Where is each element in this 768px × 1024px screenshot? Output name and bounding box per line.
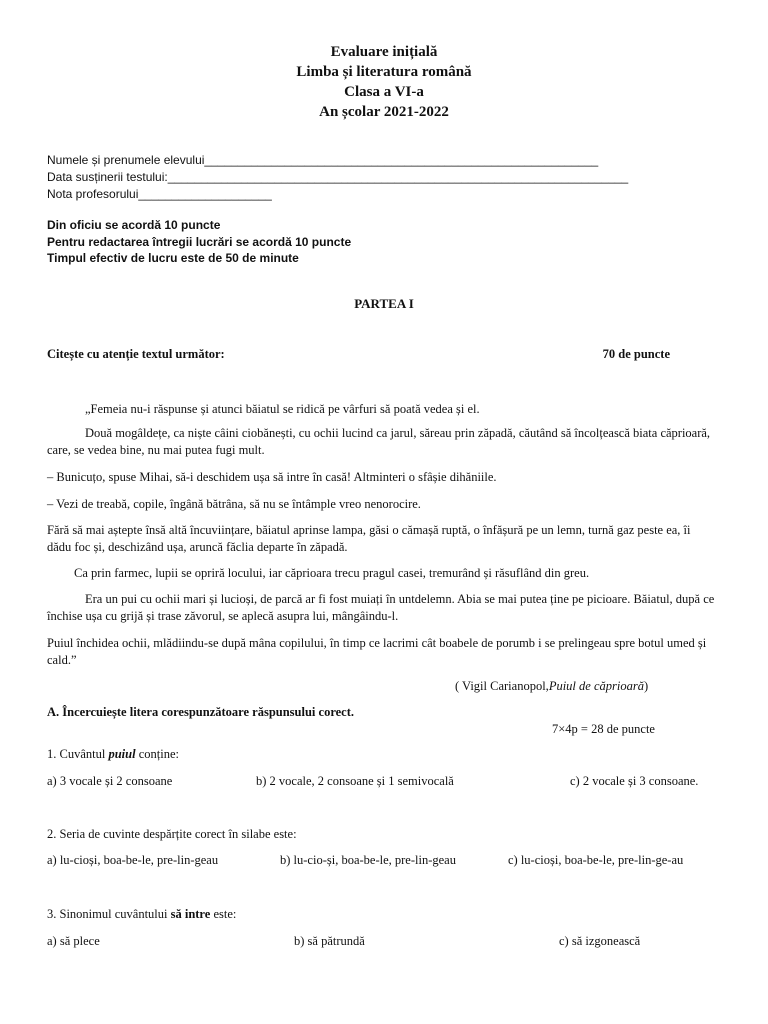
question-2-option-a: a) lu-cioși, boa-be-le, pre-lin-geau	[47, 853, 219, 867]
question-1-word: puiul	[108, 747, 136, 761]
source-open: ( Vigil Carianopol,	[455, 679, 549, 693]
header-subject: Limba și literatura română	[296, 64, 472, 80]
text-source	[455, 678, 648, 695]
question-2-option-c: c) lu-cioși, boa-be-le, pre-lin-ge-au	[508, 853, 684, 867]
question-1-pre: 1. Cuvântul	[47, 747, 109, 761]
question-1-option-a: a) 3 vocale și 2 consoane	[47, 774, 173, 788]
question-2: 2. Seria de cuvinte despărțite corect în silabe este:	[47, 827, 297, 841]
text-paragraph-7: Era un pui cu ochii mari și lucioși, de parcă ar fi fost muiați în untdelemn. Abia se mai putea ține pe picioare. Băiatul, după ce închise ușa cu grijă și trase zăvorul, se aplecă asupra lui, mângâindu-l.	[47, 592, 715, 623]
header-school-year: An școlar 2021-2022	[319, 104, 449, 120]
teacher-grade-field: Nota profesorului____________________	[47, 187, 272, 201]
instruction-writing-points: Pentru redactarea întregii lucrări se acordă 10 puncte	[47, 235, 352, 249]
question-3-option-b: b) să pătrundă	[294, 934, 365, 948]
question-3-option-c: c) să izgonească	[559, 934, 641, 948]
test-date-field: Data susținerii testului:_____________________________________________________________________	[47, 170, 629, 184]
reading-prompt: Citește cu atenție textul următor:	[47, 347, 225, 361]
instruction-time: Timpul efectiv de lucru este de 50 de minute	[47, 251, 299, 265]
text-paragraph-5: Fără să mai aștepte însă altă încuviințare, băiatul aprinse lampa, găsi o cămașă ruptă, o înfășură pe un lemn, turnă gaz peste ea, îi dădu foc și, deschizând ușa, aruncă făclia departe în zăpadă.	[47, 523, 691, 554]
section-a-title: A. Încercuiește litera corespunzătoare răspunsului corect.	[47, 705, 355, 719]
header-class: Clasa a VI-a	[344, 84, 424, 100]
student-name-field: Numele și prenumele elevului___________________________________________________________	[47, 153, 599, 167]
question-3	[47, 906, 236, 923]
question-1-option-c: c) 2 vocale și 3 consoane.	[570, 774, 699, 788]
question-1	[47, 746, 179, 763]
section-a-points: 7×4p = 28 de puncte	[552, 722, 655, 736]
text-paragraph-3: – Bunicuțo, spuse Mihai, să-i deschidem ușa să intre în casă! Altminteri o sfâșie dihăniile.	[47, 470, 497, 484]
part-title: PARTEA I	[354, 296, 414, 311]
text-paragraph-6: Ca prin farmec, lupii se opriră locului, iar căprioara trecu pragul casei, tremurând și răsuflând din greu.	[74, 566, 590, 580]
question-3-pre: 3. Sinonimul cuvântului	[47, 907, 171, 921]
document-header	[0, 42, 768, 122]
text-paragraph-1: „Femeia nu-i răspunse și atunci băiatul se ridică pe vârfuri să poată vedea și el.	[85, 402, 480, 416]
instruction-ex-officio: Din oficiu se acordă 10 puncte	[47, 218, 221, 232]
source-close: )	[643, 679, 649, 693]
question-3-post: este:	[210, 907, 237, 921]
question-2-option-b: b) lu-cio-și, boa-be-le, pre-lin-geau	[280, 853, 456, 867]
question-1-option-b: b) 2 vocale, 2 consoane și 1 semivocală	[256, 774, 454, 788]
header-title: Evaluare inițială	[330, 44, 438, 60]
text-paragraph-4: – Vezi de treabă, copile, îngână bătrâna, să nu se întâmple vreo nenorocire.	[47, 497, 421, 511]
text-paragraph-8: Puiul închidea ochii, mlădiindu-se după mâna copilului, în timp ce lacrimi cât boabele de porumb i se prelingeau spre botul umed și cald.”	[47, 636, 707, 667]
text-paragraph-2: Două mogâldețe, ca niște câini ciobănești, cu ochii lucind ca jarul, săreau prin zăpadă, căutând să încolțească biata căprioară, care, se vedea bine, nu mai putea fugi mult.	[47, 426, 711, 457]
reading-points: 70 de puncte	[602, 347, 670, 361]
question-3-option-a: a) să plece	[47, 934, 100, 948]
source-title: Puiul de căprioară	[548, 679, 644, 693]
question-1-post: conține:	[135, 747, 179, 761]
question-3-word: să intre	[170, 907, 211, 921]
